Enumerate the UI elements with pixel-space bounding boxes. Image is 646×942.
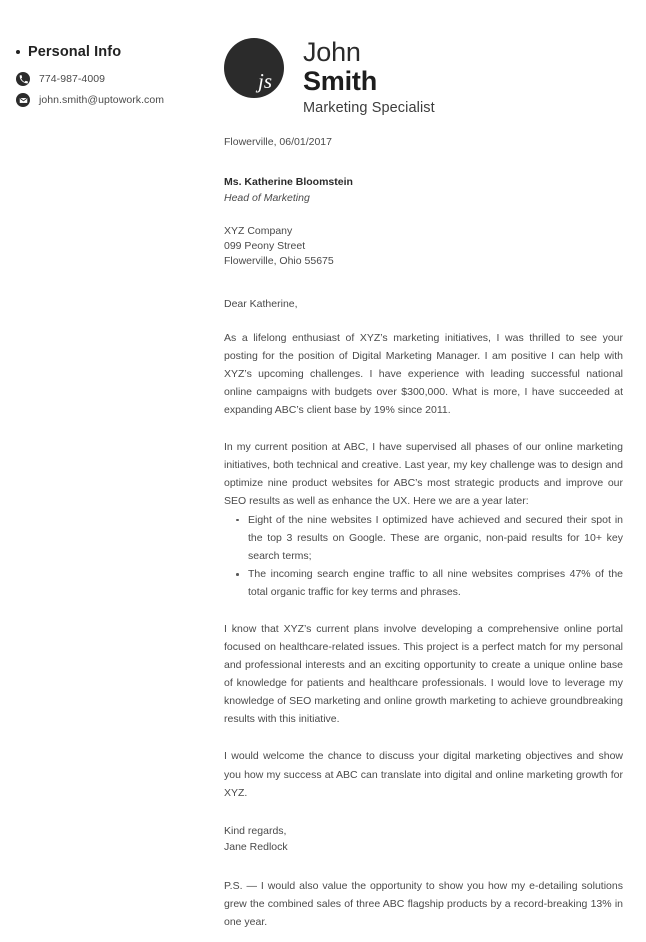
paragraph-motivation: I know that XYZ’s current plans involve developing a comprehensive online portal focused on healthcare-related issues. This project is a perfect match for my personal and professional interests and an exciting opportunity to create a unique online base of knowledge for patients and healthcare professionals. I would love to leverage my knowledge of SEO marketing and online growth marketing to achieve groundbreaking results with this initiative. bbox=[224, 623, 623, 726]
closing-phrase: Kind regards, bbox=[224, 824, 287, 837]
paragraph-closing: I would welcome the chance to discuss your digital marketing objectives and show you how my success at ABC can translate into digital and online marketing growth for XYZ. bbox=[224, 750, 623, 799]
phone-icon bbox=[16, 72, 30, 86]
envelope-icon bbox=[16, 93, 30, 107]
email-address-text: john.smith@uptowork.com bbox=[39, 94, 165, 106]
recipient-block bbox=[224, 176, 623, 204]
company-address-block bbox=[224, 224, 623, 270]
salutation: Dear Katherine, bbox=[224, 297, 298, 310]
list-item: The incoming search engine traffic to all nine websites comprises 47% of the total organic traffic for key terms and phrases. bbox=[224, 565, 623, 601]
list-item: Eight of the nine websites I optimized have achieved and secured their spot in the top 3 results on Google. These are organic, non-paid results for 10+ key search terms; bbox=[224, 511, 623, 565]
postscript: P.S. — I would also value the opportunity to show you how my e-detailing solutions grew the combined sales of three ABC flagship products by a record-breaking 13% in one year. bbox=[224, 880, 623, 929]
job-title: Marketing Specialist bbox=[303, 99, 435, 116]
date-line: Flowerville, 06/01/2017 bbox=[224, 135, 332, 148]
company-name: XYZ Company bbox=[224, 224, 293, 237]
letterhead bbox=[224, 0, 623, 116]
company-city-state-zip: Flowerville, Ohio 55675 bbox=[224, 255, 334, 268]
signature-name: Jane Redlock bbox=[224, 840, 288, 853]
signoff-block bbox=[224, 823, 623, 856]
personal-info-heading-label: Personal Info bbox=[28, 44, 122, 60]
paragraph-intro: As a lifelong enthusiast of XYZ’s marketing initiatives, I was thrilled to see your posting for the position of Digital Marketing Manager. I am positive I can help with XYZ’s upcoming challenges. I have experience with leading successful national online campaigns with budgets over $300,000. What is more, I have succeeded at expanding ABC’s client base by 19% since 2011. bbox=[224, 331, 623, 416]
contact-row-phone bbox=[16, 72, 210, 86]
first-name: John bbox=[303, 37, 361, 67]
achievements-list bbox=[224, 511, 623, 601]
last-name: Smith bbox=[303, 65, 378, 96]
bullet-dot-icon bbox=[16, 50, 20, 54]
recipient-name: Ms. Katherine Bloomstein bbox=[224, 175, 353, 188]
personal-info-heading bbox=[16, 44, 210, 60]
phone-number-text: 774-987-4009 bbox=[39, 73, 105, 85]
contact-row-email bbox=[16, 93, 210, 107]
avatar-monogram: js bbox=[257, 69, 272, 93]
personal-info-sidebar bbox=[0, 0, 210, 114]
paragraph-experience: In my current position at ABC, I have supervised all phases of our online marketing initiatives, both technical and creative. Last year, my key challenge was to design and optimize nine product websites for ABC’s most strategic products and improve our SEO results as well as enhance the UX. Here we are a year later: bbox=[224, 440, 623, 507]
recipient-role: Head of Marketing bbox=[224, 191, 310, 204]
identity-block bbox=[303, 38, 435, 116]
company-street: 099 Peony Street bbox=[224, 240, 306, 253]
letter-body-column bbox=[224, 0, 623, 942]
avatar bbox=[224, 38, 284, 98]
